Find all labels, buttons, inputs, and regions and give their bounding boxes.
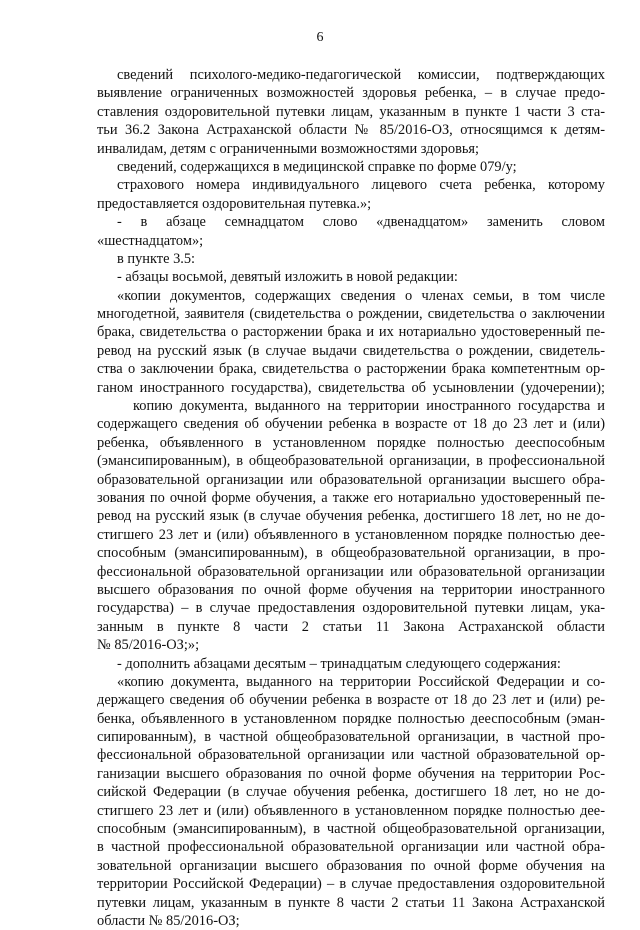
text-line: «шестнадцатом»; — [97, 232, 204, 249]
text-line: предоставляется оздоровительная путевка.»; — [97, 195, 372, 212]
text-line: государства) – в случае предоставления оздоровительной путевки лицам, ука- — [97, 600, 605, 617]
text-line: выявление ограниченных возможностей здоровья ребенка, – в случае предо- — [97, 85, 605, 102]
text-line: занным в пункте 8 части 2 статьи 11 Закона Астраханской области — [97, 618, 605, 635]
text-line: путевки лицам, указанным в пункте 8 части 2 статьи 11 Закона Астраханской — [97, 894, 605, 911]
text-line: брака, свидетельства о расторжении брака и их нотариально удостоверенный пе- — [97, 324, 605, 341]
text-line: ревод на русский язык (в случае выдачи свидетельства о рождении, свидетель- — [97, 342, 605, 359]
text-line: - в абзаце семнадцатом слово «двенадцатом» заменить словом — [117, 214, 605, 231]
text-line: образовательной организации или образовательной организации высшего обра- — [97, 471, 605, 488]
text-line: стигшего 23 лет и (или) объявленного в установленном порядке полностью дее- — [97, 802, 605, 819]
text-line: ревод на русский язык (в случае обучения ребенка, достигшего 18 лет, но не до- — [97, 508, 605, 525]
text-line: фессиональной образовательной организации или образовательной организации — [97, 563, 605, 580]
text-line: (эмансипированным), в общеобразовательной организации, в профессиональной — [97, 453, 605, 470]
text-line: сийской Федерации (в случае обучения ребенка, достигшего 18 лет, но не до- — [97, 784, 605, 801]
text-line: копию документа, выданного на территории иностранного государства и — [133, 398, 605, 415]
text-line: способным (эмансипированным), в общеобразовательной организации, в про- — [97, 545, 605, 562]
text-line: страхового номера индивидуального лицевого счета ребенка, которому — [117, 177, 605, 194]
text-line: сипированным), в частной общеобразовательной организации, в частной про- — [97, 729, 605, 746]
text-line: многодетной, заявителя (свидетельства о рождении, свидетельства о заключении — [97, 306, 605, 323]
text-line: «копию документа, выданного на территории Российской Федерации и со- — [117, 673, 605, 690]
page-number: 6 — [316, 30, 324, 45]
text-line: зования по очной форме обучения, а также его нотариально удостоверенный пе- — [97, 489, 605, 506]
text-line: области № 85/2016-ОЗ; — [97, 912, 240, 929]
text-line: содержащего сведения об обучении ребенка в возрасте от 18 до 23 лет и (или) — [97, 416, 605, 433]
text-line: высшего образования по очной форме обучения на территории иностранного — [97, 581, 605, 598]
text-line: ребенка, объявленного в установленном порядке полностью дееспособным — [97, 434, 605, 451]
text-line: № 85/2016-ОЗ;»; — [97, 637, 200, 654]
text-line: в частной профессиональной образовательной организации или частной обра- — [97, 839, 605, 856]
text-line: ства о заключении брака, свидетельства о расторжении брака компетентным ор- — [97, 361, 605, 378]
text-line: бенка, объявленного в установленном порядке полностью дееспособным (эман- — [97, 710, 605, 727]
text-line: стигшего 23 лет и (или) объявленного в установленном порядке полностью дее- — [97, 526, 605, 543]
text-line: ганом иностранного государства), свидетельства об усыновлении (удочерении); — [97, 379, 605, 396]
text-line: сведений психолого-медико-педагогической комиссии, подтверждающих — [117, 67, 605, 83]
text-line: территории Российской Федерации) – в случае предоставления оздоровительной — [97, 876, 605, 893]
document-body — [97, 66, 605, 930]
text-line: в пункте 3.5: — [117, 250, 196, 267]
text-line: инвалидам, детям с ограниченными возможностями здоровья; — [97, 140, 480, 157]
text-line: ганизации высшего образования по очной форме обучения на территории Рос- — [97, 765, 605, 782]
text-line: - абзацы восьмой, девятый изложить в новой редакции: — [117, 269, 458, 286]
text-line: зовательной организации высшего образования по очной форме обучения на — [97, 857, 605, 874]
text-line: «копии документов, содержащих сведения о членах семьи, в том числе — [117, 287, 605, 304]
text-line: - дополнить абзацами десятым – тринадцатым следующего содержания: — [117, 655, 561, 672]
text-line: фессиональной образовательной организации или частной образовательной ор- — [97, 747, 605, 764]
text-line: держащего сведения об обучении ребенка в возрасте от 18 до 23 лет и (или) ре- — [97, 692, 605, 709]
text-line: способным (эмансипированным), в частной общеобразовательной организации, — [97, 821, 605, 838]
text-line: тьи 36.2 Закона Астраханской области № 85/2016-ОЗ, относящимся к детям- — [97, 122, 605, 139]
text-line: ставления оздоровительной путевки лицам, указанным в пункте 1 части 3 ста- — [97, 103, 605, 120]
text-line: сведений, содержащихся в медицинской справке по форме 079/у; — [117, 158, 517, 175]
